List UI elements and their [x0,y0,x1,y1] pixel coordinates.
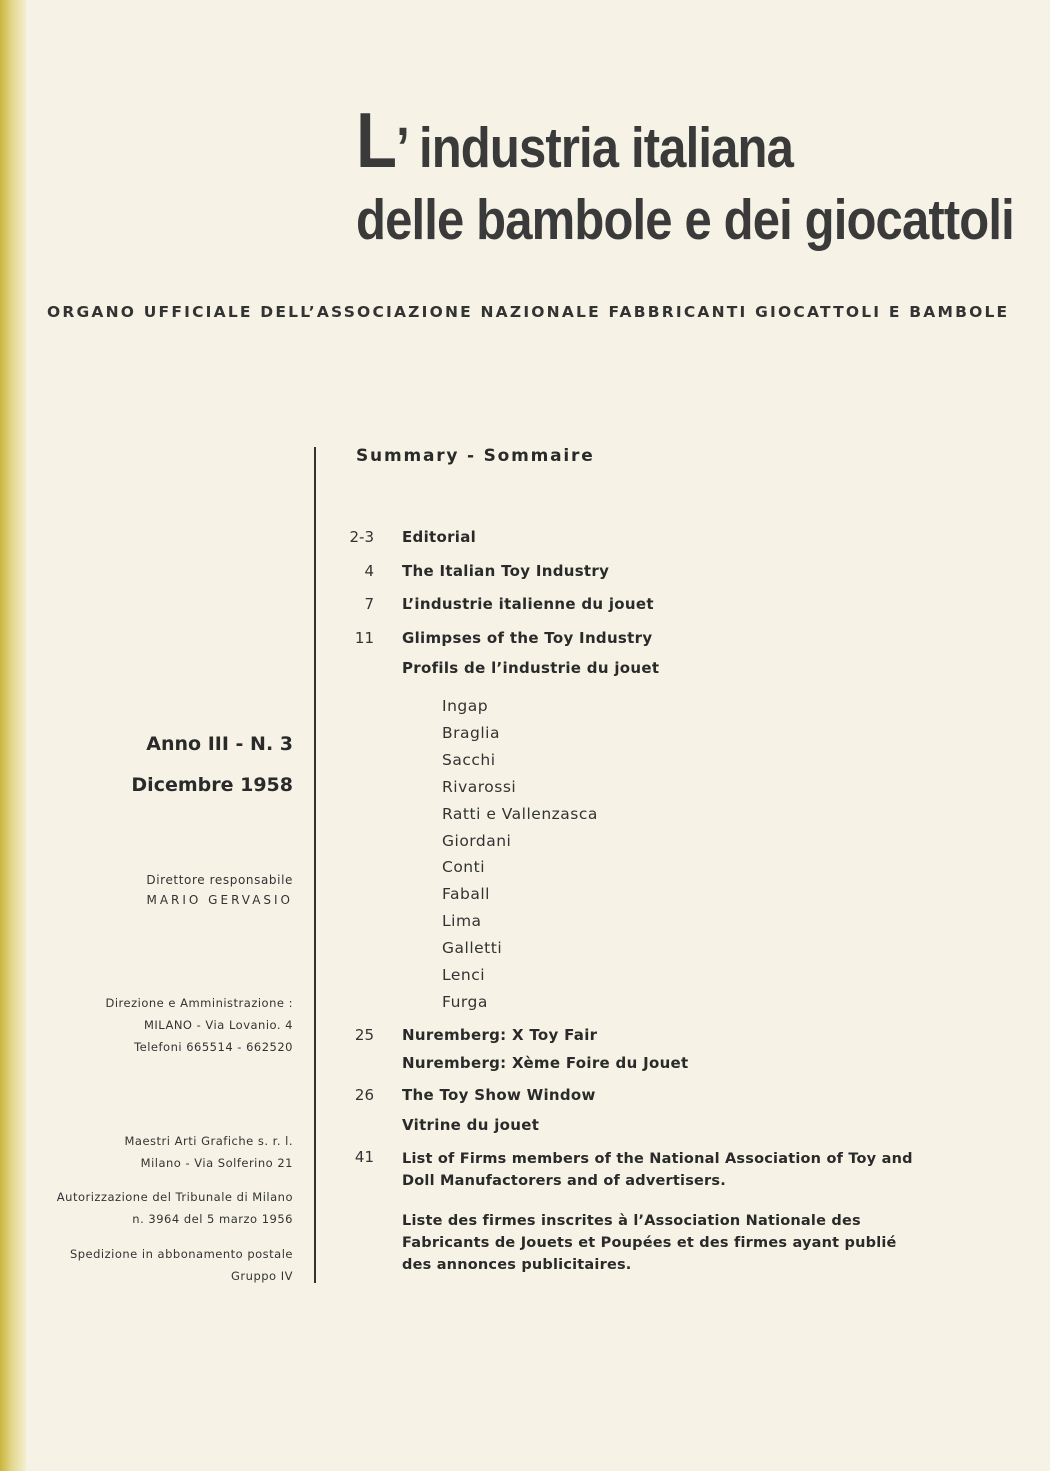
toc-entry [340,560,960,593]
toc-title: Glimpses of the Toy Industry [402,629,653,647]
toc-page-number: 25 [354,1025,374,1044]
firm-item: Galletti [442,939,503,958]
title-line-1: ’ industria italiana [396,116,793,180]
issue-date: Dicembre 1958 [131,774,293,796]
toc-entry [340,627,960,693]
toc-subtitle: Vitrine du jouet [402,1115,540,1134]
title-initial: L [356,96,397,184]
toc-page-number: 26 [354,1085,374,1104]
admin-phone: Telefoni 665514 - 662520 [134,1040,293,1054]
column-divider [314,447,316,1283]
issue-info [131,724,293,806]
firm-item: Giordani [442,831,512,850]
toc-entry [340,593,960,627]
toc-entry [340,526,960,560]
title-line-2: delle bambole e dei giocattoli [356,188,1014,252]
firm-item: Faball [442,885,490,904]
firm-item: Conti [442,858,486,877]
firm-list [442,693,960,1016]
toc-title: Editorial [402,528,477,546]
toc-title: The Italian Toy Industry [402,562,610,580]
printer-info [125,1130,294,1174]
toc-page-number: 41 [354,1147,374,1166]
firm-item: Furga [442,992,488,1011]
toc-entry [340,1084,960,1148]
postal-line-1: Spedizione in abbonamento postale [69,1247,293,1261]
postal-info [70,1243,293,1287]
authorization-line-2: n. 3964 del 5 marzo 1956 [132,1212,293,1226]
firm-item: Rivarossi [442,777,517,796]
firm-item: Sacchi [442,750,496,769]
toc-subtitle: Profils de l’industrie du jouet [402,659,660,677]
magazine-title [356,96,1014,254]
admin-label: Direzione e Amministrazione : [105,996,293,1010]
director-name: MARIO GERVASIO [146,893,293,907]
toc-entry [340,1024,960,1084]
firm-item: Lima [442,912,482,931]
firm-item: Ratti e Vallenzasca [442,804,598,823]
administration-info [105,992,293,1058]
printer-name: Maestri Arti Grafiche s. r. l. [124,1134,293,1148]
firm-item: Ingap [442,697,489,715]
magazine-subtitle: ORGANO UFFICIALE DELL’ASSOCIAZIONE NAZIONALE FABBRICANTI GIOCATTOLI E BAMBOLE [47,303,1010,321]
firm-item: Braglia [442,723,500,742]
summary-heading: Summary - Sommaire [356,446,595,466]
toc-page-number: 2-3 [349,528,374,546]
director-label: Direttore responsabile [146,873,293,887]
issue-number: Anno III - N. 3 [146,733,293,755]
admin-address: MILANO - Via Lovanio. 4 [143,1018,293,1032]
toc-entry [340,1148,960,1276]
page-binding-edge [0,0,26,1471]
toc-subtitle: Nuremberg: Xème Foire du Jouet [402,1053,689,1072]
printer-address: Milano - Via Solferino 21 [140,1156,293,1170]
table-of-contents [340,526,960,1276]
director-info [146,870,293,910]
toc-title: The Toy Show Window [402,1085,596,1104]
toc-page-number: 7 [364,595,374,613]
toc-french-description: Liste des firmes inscrites à l’Association Nationale des Fabricants de Jouets et Poupées et des firmes ayant publié des annonces publicitaires. [402,1212,897,1273]
toc-page-number: 4 [364,562,374,580]
authorization-info [57,1186,293,1230]
toc-title: Nuremberg: X Toy Fair [402,1025,598,1044]
toc-english-description: List of Firms members of the National Association of Toy and Doll Manufactorers and of advertisers. [402,1150,913,1189]
toc-title: L’industrie italienne du jouet [402,595,654,613]
postal-line-2: Gruppo IV [231,1269,293,1283]
toc-page-number: 11 [354,629,374,647]
firm-item: Lenci [442,966,486,985]
authorization-line-1: Autorizzazione del Tribunale di Milano [56,1190,293,1204]
